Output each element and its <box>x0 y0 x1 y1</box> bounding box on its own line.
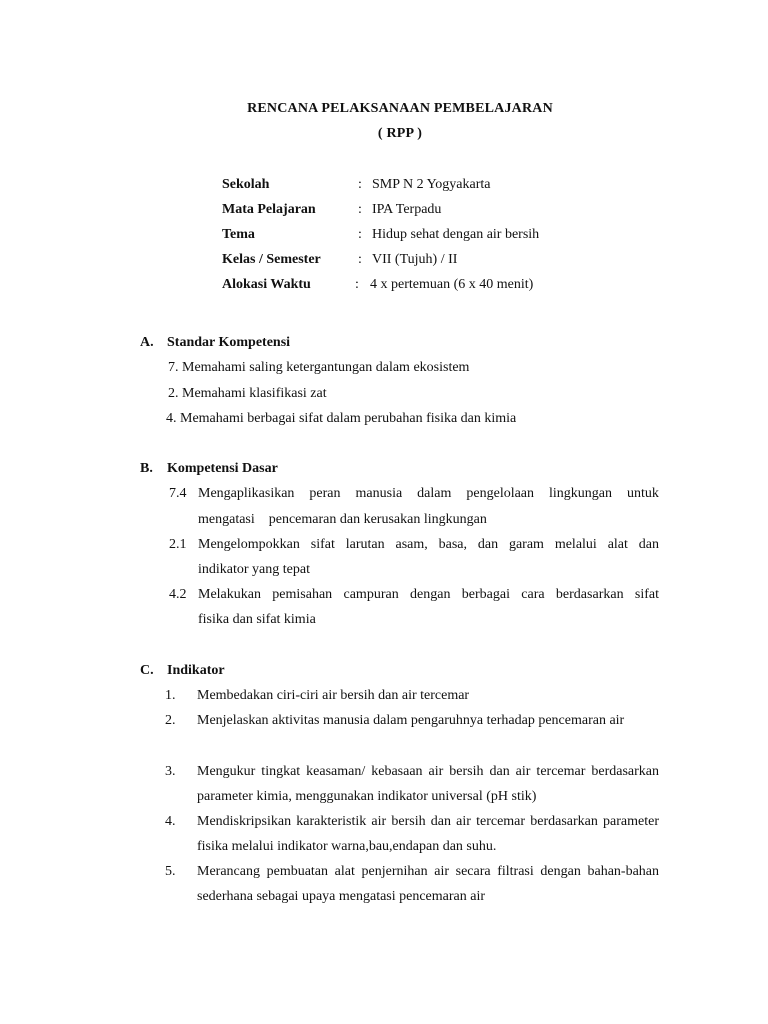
list-item <box>165 683 659 708</box>
section-letter: A. <box>140 335 154 350</box>
info-colon: : <box>358 252 362 267</box>
section-heading <box>140 461 278 477</box>
info-value: 4 x pertemuan (6 x 40 menit) <box>370 277 534 292</box>
info-colon: : <box>358 202 362 217</box>
info-colon: : <box>358 177 362 192</box>
list-item-text: Merancang pembuatan alat penjernihan air secara filtrasi dengan bahan-bahan sederhana sebagai upaya mengatasi pencemaran air <box>197 864 659 904</box>
section-heading <box>140 335 290 351</box>
info-label: Tema <box>222 227 255 242</box>
list-item-text-line: Mengelompokkan sifat larutan asam, basa, dan garam melalui alat dan <box>198 537 659 552</box>
info-colon: : <box>355 277 359 292</box>
list-item-text-line: fisika dan sifat kimia <box>198 612 316 627</box>
info-colon: : <box>358 227 362 242</box>
section-title: Indikator <box>167 663 225 678</box>
info-label: Kelas / Semester <box>222 252 321 267</box>
list-item-number: 2. <box>165 713 176 728</box>
list-item-text: Mengukur tingkat keasaman/ kebasaan air bersih dan air tercemar berdasarkan parameter kimia, menggunakan indikator universal (pH stik) <box>197 764 659 804</box>
list-item-number: 1. <box>165 688 176 703</box>
list-item <box>165 809 659 859</box>
list-item <box>165 759 659 809</box>
list-item-number: 2.1 <box>169 537 187 552</box>
list-item-text-line: Mengaplikasikan peran manusia dalam pengelolaan lingkungan untuk <box>198 486 659 501</box>
list-item: 2. Memahami klasifikasi zat <box>168 386 327 401</box>
list-item: 4. Memahami berbagai sifat dalam perubahan fisika dan kimia <box>166 411 517 426</box>
document-subtitle: ( RPP ) <box>377 126 423 141</box>
section-title: Kompetensi Dasar <box>167 461 278 476</box>
info-label: Mata Pelajaran <box>222 202 316 217</box>
section-letter: C. <box>140 663 154 678</box>
list-item-text-line: indikator yang tepat <box>198 562 310 577</box>
list-item-text: Menjelaskan aktivitas manusia dalam pengaruhnya terhadap pencemaran air <box>197 713 625 728</box>
document-title: RENCANA PELAKSANAAN PEMBELAJARAN <box>247 101 553 116</box>
list-item-text: Membedakan ciri-ciri air bersih dan air tercemar <box>197 688 470 703</box>
list-item-number: 7.4 <box>169 486 187 501</box>
list-item-text-line: Melakukan pemisahan campuran dengan berbagai cara berdasarkan sifat <box>198 587 659 602</box>
list-item-number: 5. <box>165 864 176 879</box>
info-value: IPA Terpadu <box>372 202 442 217</box>
list-item-text-line: mengatasi pencemaran dan kerusakan lingkungan <box>198 512 487 527</box>
list-item <box>165 708 659 758</box>
info-value: SMP N 2 Yogyakarta <box>372 177 491 192</box>
info-label: Sekolah <box>222 177 270 192</box>
section-title: Standar Kompetensi <box>167 335 291 350</box>
section-heading <box>140 663 225 679</box>
info-value: VII (Tujuh) / II <box>372 252 458 267</box>
list-item <box>165 859 659 909</box>
list-item: 7. Memahami saling ketergantungan dalam ekosistem <box>168 360 470 375</box>
info-value: Hidup sehat dengan air bersih <box>372 227 540 242</box>
list-item-number: 3. <box>165 764 176 779</box>
list-item-number: 4.2 <box>169 587 187 602</box>
list-item-number: 4. <box>165 814 176 829</box>
info-label: Alokasi Waktu <box>222 277 311 292</box>
section-letter: B. <box>140 461 153 476</box>
list-item-text: Mendiskripsikan karakteristik air bersih dan air tercemar berdasarkan parameter fisika melalui indikator warna,bau,endapan dan suhu. <box>197 814 659 854</box>
